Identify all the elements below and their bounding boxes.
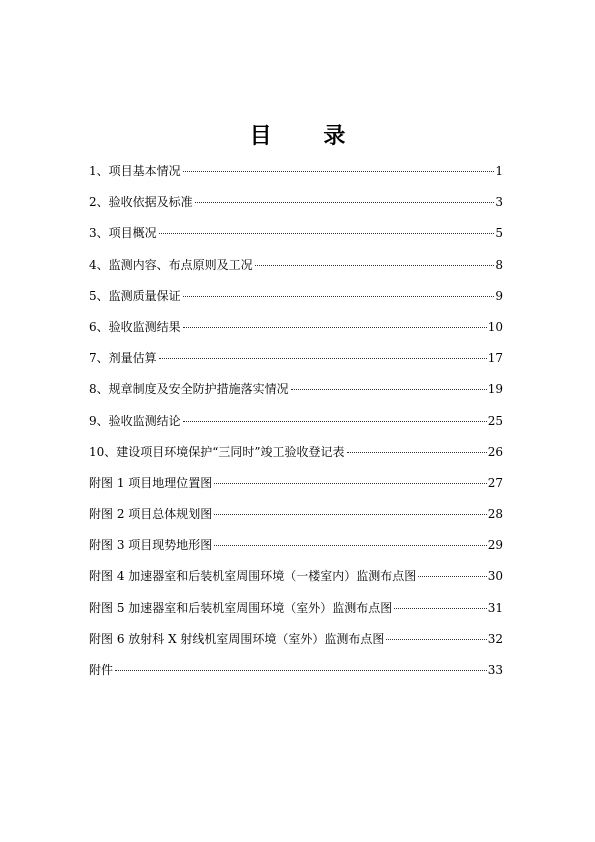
toc-entry-page: 1 [495, 164, 503, 178]
toc-entry-page: 5 [495, 226, 503, 241]
toc-entry[interactable] [89, 314, 503, 345]
toc-leader-dots [291, 389, 487, 390]
toc-leader-dots [386, 639, 486, 640]
toc-entry[interactable] [89, 657, 503, 688]
toc-leader-dots [183, 421, 487, 422]
toc-entry-label: 附图 1 项目地理位置图 [89, 475, 213, 490]
toc-entry-page: 33 [487, 663, 503, 677]
table-of-contents [89, 158, 503, 688]
toc-leader-dots [195, 202, 495, 203]
toc-entry[interactable] [89, 220, 503, 251]
toc-leader-dots [159, 358, 487, 359]
toc-entry-page: 17 [487, 351, 503, 366]
toc-entry-page: 8 [495, 257, 503, 272]
toc-entry[interactable] [89, 595, 503, 626]
toc-entry[interactable] [89, 345, 503, 376]
toc-leader-dots [255, 265, 495, 266]
toc-entry-label: 10、建设项目环境保护“三同时”竣工验收登记表 [89, 444, 345, 459]
toc-entry-page: 29 [487, 538, 503, 553]
toc-entry-label: 附图 4 加速器室和后装机室周围环境（一楼室内）监测布点图 [89, 569, 417, 584]
toc-leader-dots [347, 452, 487, 453]
toc-entry-page: 3 [495, 195, 503, 210]
toc-leader-dots [214, 514, 486, 515]
toc-leader-dots [183, 171, 495, 172]
toc-leader-dots [418, 576, 486, 577]
toc-entry-label: 附图 5 加速器室和后装机室周围环境（室外）监测布点图 [89, 600, 393, 615]
toc-leader-dots [183, 296, 495, 297]
toc-entry-label: 附图 2 项目总体规划图 [89, 507, 213, 522]
toc-entry-page: 27 [487, 475, 503, 490]
toc-entry-label: 4、监测内容、布点原则及工况 [89, 257, 253, 272]
toc-entry-page: 9 [495, 288, 503, 303]
toc-entry[interactable] [89, 470, 503, 501]
toc-leader-dots [183, 327, 487, 328]
toc-entry-label: 附件 [89, 663, 114, 677]
toc-entry-label: 1、项目基本情况 [89, 164, 181, 178]
toc-entry-page: 32 [487, 631, 503, 646]
toc-entry-label: 7、剂量估算 [89, 351, 157, 366]
toc-entry[interactable] [89, 283, 503, 314]
toc-entry[interactable] [89, 501, 503, 532]
toc-entry[interactable] [89, 532, 503, 563]
toc-entry-page: 31 [487, 600, 503, 615]
toc-leader-dots [214, 483, 486, 484]
toc-entry-page: 10 [487, 319, 503, 334]
toc-entry[interactable] [89, 563, 503, 594]
toc-title: 目 录 [249, 123, 368, 149]
toc-entry[interactable] [89, 189, 503, 220]
toc-entry[interactable] [89, 408, 503, 439]
toc-entry-label: 3、项目概况 [89, 226, 157, 241]
toc-leader-dots [394, 608, 486, 609]
toc-leader-dots [214, 545, 486, 546]
toc-entry-page: 28 [487, 507, 503, 522]
toc-entry[interactable] [89, 252, 503, 283]
toc-entry[interactable] [89, 376, 503, 407]
toc-entry[interactable] [89, 439, 503, 470]
toc-entry-label: 5、监测质量保证 [89, 288, 181, 303]
toc-leader-dots [159, 233, 495, 234]
toc-entry[interactable] [89, 626, 503, 657]
toc-entry-label: 附图 6 放射科 X 射线机室周围环境（室外）监测布点图 [89, 631, 385, 646]
toc-entry-label: 6、验收监测结果 [89, 319, 181, 334]
toc-entry-page: 26 [487, 444, 503, 459]
toc-entry-label: 2、验收依据及标准 [89, 195, 193, 210]
toc-entry-label: 9、验收监测结论 [89, 413, 181, 428]
toc-entry-label: 附图 3 项目现势地形图 [89, 538, 213, 553]
toc-entry-page: 30 [487, 569, 503, 584]
toc-entry-page: 25 [487, 413, 503, 428]
toc-leader-dots [115, 670, 487, 671]
toc-entry[interactable] [89, 158, 503, 189]
toc-entry-page: 19 [487, 382, 503, 397]
toc-entry-label: 8、规章制度及安全防护措施落实情况 [89, 382, 289, 397]
